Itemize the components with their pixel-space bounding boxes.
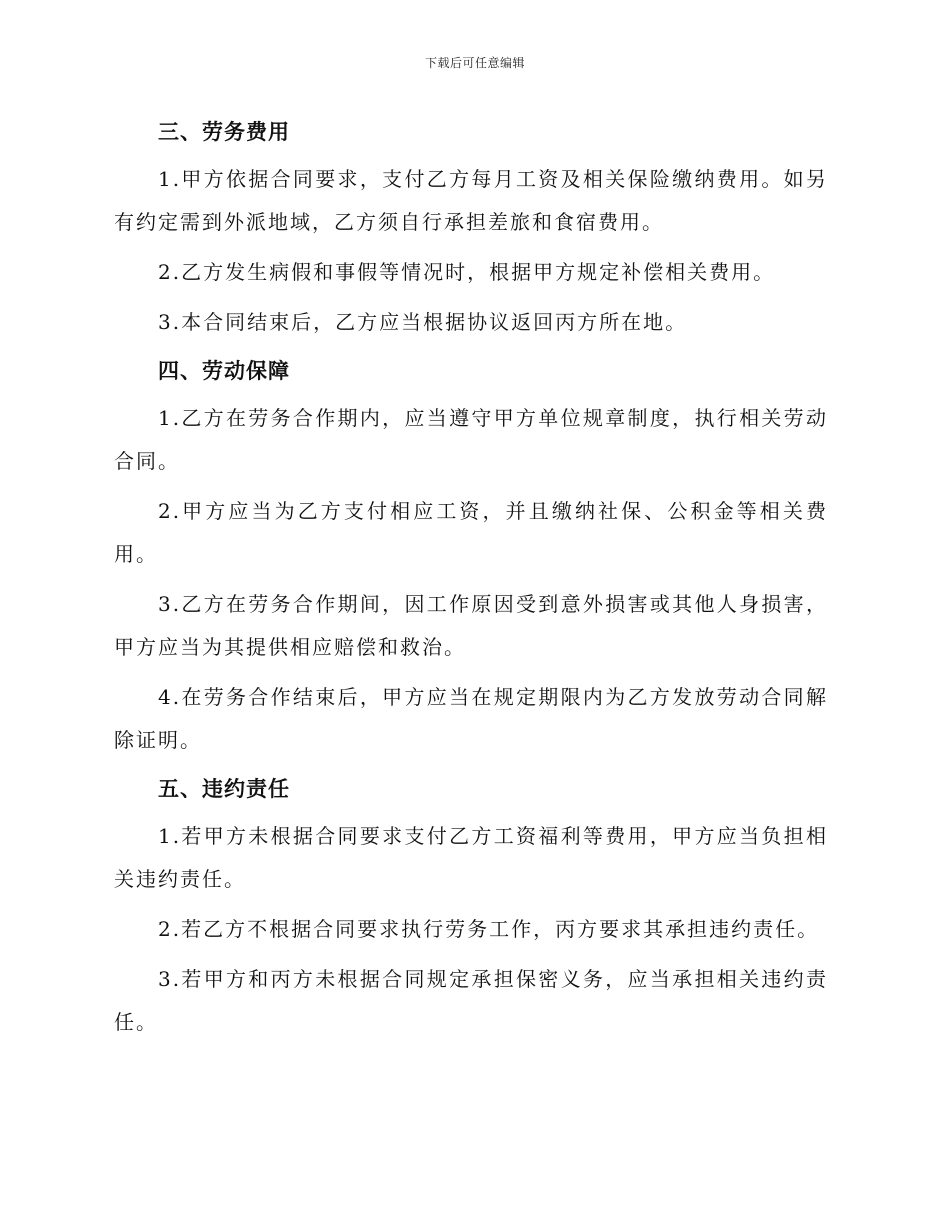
section-title: 四、劳动保障 [158, 358, 290, 383]
paragraph: 3.本合同结束后，乙方应当根据协议返回丙方所在地。 [158, 310, 688, 334]
paragraph: 1.乙方在劳务合作期内，应当遵守甲方单位规章制度，执行相关劳动合同。 [114, 406, 828, 473]
section-title: 三、劳务费用 [158, 119, 290, 144]
paragraph: 1.甲方依据合同要求，支付乙方每月工资及相关保险缴纳费用。如另有约定需到外派地域，乙方须自行承担差旅和食宿费用。 [114, 167, 828, 234]
section-labor-fees [114, 112, 828, 344]
paragraph: 2.若乙方不根据合同要求执行劳务工作，丙方要求其承担违约责任。 [158, 917, 820, 941]
section-title: 五、违约责任 [158, 776, 290, 801]
section-labor-protection [114, 351, 828, 762]
paragraph: 3.乙方在劳务合作期间，因工作原因受到意外损害或其他人身损害，甲方应当为其提供相应赔偿和救治。 [114, 592, 828, 659]
section-breach-liability [114, 769, 828, 1044]
paragraph: 2.甲方应当为乙方支付相应工资，并且缴纳社保、公积金等相关费用。 [114, 499, 828, 566]
paragraph: 4.在劳务合作结束后，甲方应当在规定期限内为乙方发放劳动合同解除证明。 [114, 685, 828, 752]
paragraph: 2.乙方发生病假和事假等情况时，根据甲方规定补偿相关费用。 [158, 260, 776, 284]
paragraph: 3.若甲方和丙方未根据合同规定承担保密义务，应当承担相关违约责任。 [114, 967, 828, 1034]
page-header: 下载后可任意编辑 [424, 56, 525, 70]
paragraph: 1.若甲方未根据合同要求支付乙方工资福利等费用，甲方应当负担相关违约责任。 [114, 824, 828, 891]
document-body [114, 106, 828, 1051]
